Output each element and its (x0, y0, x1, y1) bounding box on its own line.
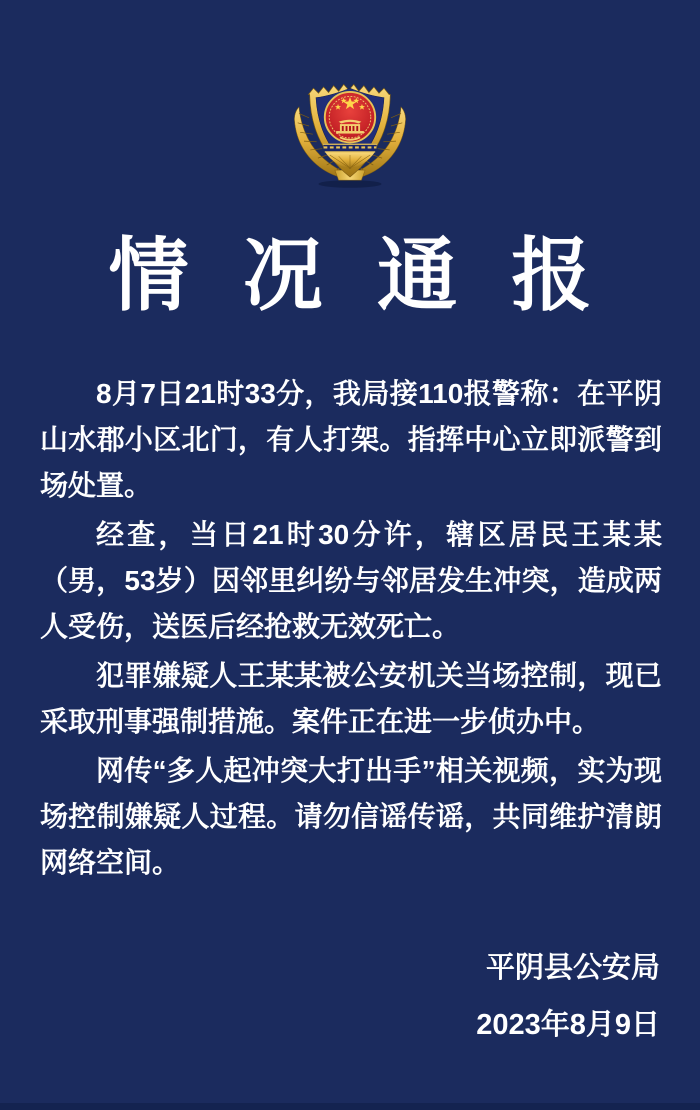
police-badge-icon (287, 62, 413, 190)
signature-agency: 平阴县公安局 (485, 952, 660, 984)
bottom-edge-strip (0, 1103, 700, 1110)
notice-paragraph-2: 经查，当日21时30分许，辖区居民王某某（男，53岁）因邻里纠纷与邻居发生冲突，造成两人受伤，送医后经抢救无效死亡。 (40, 519, 662, 642)
notice-paragraph-4: 网传“多人起冲突大打出手”相关视频，实为现场控制嫌疑人过程。请勿信谣传谣，共同维护清朗网络空间。 (40, 755, 662, 878)
notice-paragraph-1: 8月7日21时33分，我局接110报警称：在平阴山水郡小区北门，有人打架。指挥中心立即派警到场处置。 (40, 378, 662, 501)
notice-paragraph-3: 犯罪嫌疑人王某某被公安机关当场控制，现已采取刑事强制措施。案件正在进一步侦办中。 (40, 660, 662, 737)
notice-body (40, 371, 662, 889)
signature-date: 2023年8月9日 (476, 1009, 660, 1041)
signature-block (476, 940, 660, 1054)
notice-title: 情 况 通 报 (108, 231, 608, 320)
